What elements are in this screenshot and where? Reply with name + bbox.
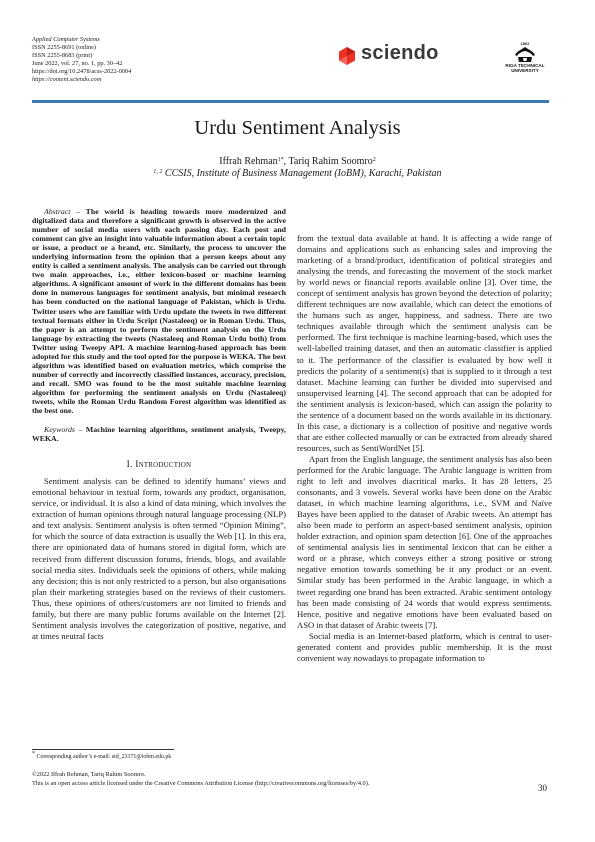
abstract-text: The world is heading towards more modernized and digitalized data and therefore a significant growth is observed in the active number of social media users with each passing day. Each post and comment can give an insight into valuable information about a certain topic or issue, a product or a brand, etc. Similarly, the process to uncover the underlying information from the opinion that a person keeps about any entity is called a sentiment analysis. The analysis can be carried out through two main approaches, i.e., either lexicon-based or machine learning algorithms. A significant amount of work in the different domains has been done in numerous languages for sentiment analysis, but minimal research has been conducted on the national language of Pakistan, which is Urdu. Twitter users who are familiar with Urdu update the tweets in two different textual formats either in Urdu Script (Nastaleeq) or in Roman Urdu. Thus, the paper is an attempt to perform the sentiment analysis on the Urdu language by extracting the tweets (Nastaleeq and Roman Urdu both) from Twitter using Tweepy API. A machine learning-based approach has been adopted for this study and the tool opted for the purpose is WEKA. The best algorithm was identified based on evaluation metrics, which comprise the number of correctly and incorrectly classified instances, accuracy, precision, and recall. SMO was found to be the most suitable machine learning algorithm for performing the sentiment analysis on Urdu (Nastaleeq) tweets, while the Roman Urdu Random Forest algorithm was identified as the best one. [32, 207, 286, 416]
paper-title: Urdu Sentiment Analysis [194, 117, 401, 139]
rtu-name-line1: RIGA TECHNICAL [505, 63, 545, 68]
footnote-rule [32, 749, 174, 750]
footnote-mark: * [32, 751, 35, 757]
journal-header [32, 36, 131, 85]
section-initial: I [135, 460, 139, 471]
section-heading [32, 460, 286, 470]
body-paragraph: from the textual data available at hand. It is affecting a wide range of domains and applications such as enhancing sales and improving the marketing of a brand/product, identification of political strategies and analysing the trends, and forecasting the movement of the stock market by world news or financial reports available online [3]. Over time, the concept of sentiment analysis has grown beyond the detection of polarity; different techniques are now available, which can detect the emotions of the humans such as anger, happiness, and sadness. There are two techniques available through which the sentiment analysis can be performed. The first technique is machine learning-based, which uses the well-labelled training dataset, and then an automatic classifier is applied to it. The performance of the classifier is evaluated by how well it predicts the polarity of a sentiment(s) that is supplied to it through a test dataset. Machine learning can further be divided into supervised and unsupervised learning [4]. The second approach that can be adopted for the sentiment analysis is lexicon-based, which can assign the polarity to the sentence of a document based on the words available in its dictionary. In this case, a dictionary is a collection of positive and negative words that are either collected manually or can be extracted from already shared resources, such as SentiWordNet [5]. [297, 233, 552, 453]
abstract [32, 207, 286, 415]
rtu-logo [490, 41, 560, 73]
issue-info: June 2022, vol. 27, no. 1, pp. 30–42 [32, 60, 123, 68]
body-paragraph: Apart from the English language, the sentiment analysis has also been performed for the Arabic language. The Arabic language is written from right to left and involves diacritical marks. It has 28 letters, 25 consonants, and 3 vowels. Several works have been done on the Arabic dataset, in which machine learning algorithms, i.e., SVM and Naïve Bayes have been applied to the dataset of Arabic tweets. An attempt has also been made to perform an aspect-based sentiment analysis, opinion holder extraction, and opinion spam detection [6]. One of the approaches of sentimental analysis lies in sentimental lexicon that can be either a word or a phrase, which conveys either a strong positive or strong negative emotion towards something be it any product or an event. Similar study has been performed in the Arabic language, in which a tweet regarding one brand has been extracted. Arabic sentiment ontology has been made consisting of 24 words that would express sentiments. Hence, positive and negative emotions have been evaluated based on ASO in that dataset of Arabic tweets [7]. [297, 453, 552, 630]
author-sup: 2 [372, 157, 376, 163]
section-number: I. [126, 460, 136, 471]
rtu-name-line2: UNIVERSITY [511, 68, 539, 74]
rtu-crest-icon [513, 46, 537, 63]
issn-online: ISSN 2255-8691 (online) [32, 44, 97, 52]
page-number: 30 [538, 783, 547, 793]
footnote [32, 753, 171, 761]
body-paragraph: Social media is an Internet-based platform, which is central to user-generated content and provides public membership. It is the most convenient way nowadays to propagate information to [297, 630, 552, 663]
footnote-text: Corresponding author’s e-mail: std_23371@iobm.edu.pk [35, 754, 172, 760]
copyright-block [32, 770, 369, 788]
issn-print: ISSN 2255-8683 (print) [32, 52, 93, 60]
journal-name: Applied Computer Systems [32, 36, 100, 43]
body-paragraph: Sentiment analysis can be defined to identify humans’ views and emotional behaviour in textual form, towards any product, organisation, service, or individual. It is also a kind of data mining, which involves the extraction of human opinions through natural language processing (NLP) and text analysis. Sentiment analysis is often termed “Opinion Mining”, for which the source of data extraction is usually the Web [1]. In this era, there are opinionated data of humans stored in digital form, which are received from different discussion forums, friends, blogs, and available social media sites. Individuals seek the opinions of others, while making any decision; this is not only restricted to a person, but also organisations plan their marketing strategies based on the reviews of their customers. Thus, these opinions of others/customers are not limited to friends and family, but there are many public forums available on the Internet [2]. Sentiment analysis involves the categorization of positive, negative, and at times neutral facts [32, 476, 286, 641]
author-line [0, 156, 595, 167]
rtu-year: 1862 [520, 41, 530, 46]
copyright-line: ©2022 Iffrah Rehman, Tariq Rahim Soomro. [32, 771, 146, 778]
keywords-label: Keywords – [44, 425, 83, 435]
journal-url[interactable]: https://content.sciendo.com [32, 76, 102, 84]
affiliation-sup: 1, 2 [153, 169, 163, 175]
license-line: This is an open access article licensed under the Creative Commons Attribution License (http://creativecommons.org/licenses/by/4.0). [32, 780, 370, 788]
abstract-label: Abstract – [44, 207, 81, 216]
affiliation-text: CCSIS, Institute of Business Management (IoBM), Karachi, Pakistan [162, 168, 442, 179]
author-sup: 1* [277, 157, 284, 163]
header-rule [32, 100, 549, 103]
sciendo-wordmark: sciendo [361, 42, 439, 64]
sciendo-mark-icon [337, 46, 357, 66]
keywords [32, 425, 286, 443]
right-column [297, 233, 552, 664]
left-column [32, 207, 286, 642]
section-name: ntroduction [138, 460, 192, 471]
affiliation [0, 168, 595, 179]
author-name: Tariq Rahim Soomro [288, 156, 373, 167]
sciendo-logo [337, 42, 457, 70]
author-name: Iffrah Rehman [219, 156, 278, 167]
doi-link[interactable]: https://doi.org/10.2478/acss-2022-0004 [32, 68, 132, 76]
keywords-text: Machine learning algorithms, sentiment analysis, Tweepy, WEKA. [32, 425, 286, 444]
author-separator: , [283, 156, 289, 167]
